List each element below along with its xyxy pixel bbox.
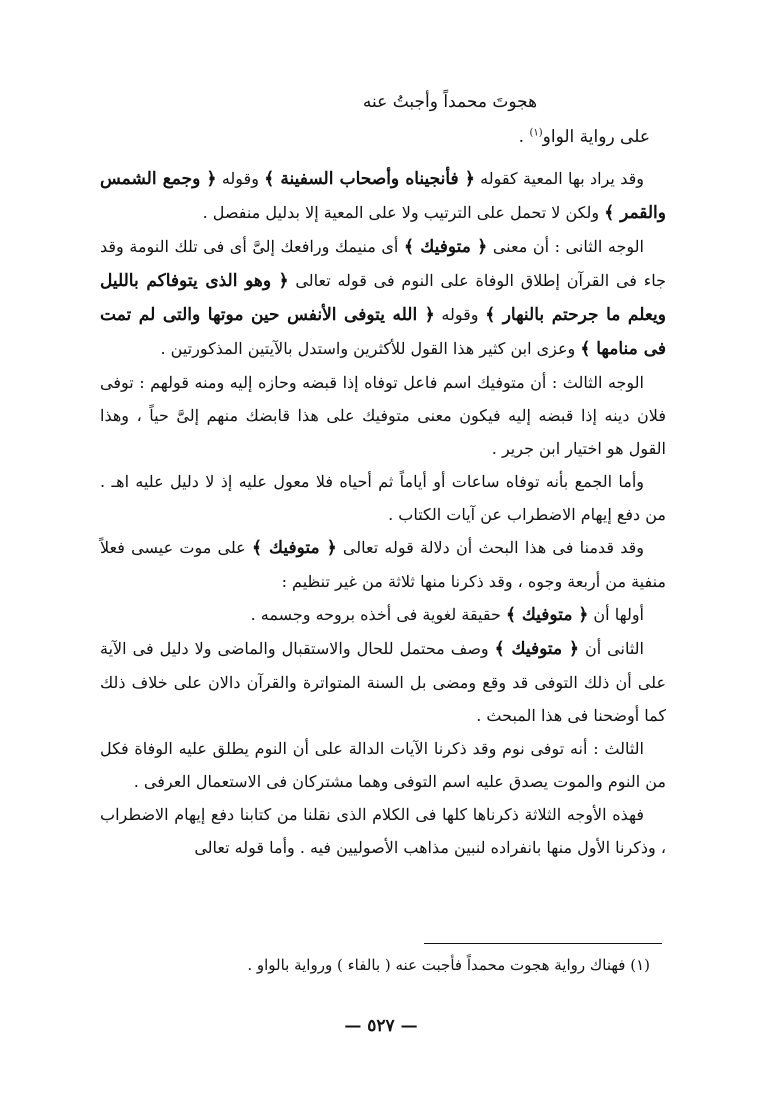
quran-quote: ﴿ متوفيك ﴾ bbox=[403, 237, 488, 257]
text-run: أولها أن bbox=[588, 605, 644, 624]
text-run: وعزى ابن كثير هذا القول للأكثرين واستدل بالآيتين المذكورتين . bbox=[160, 339, 581, 358]
paragraph-5 bbox=[100, 531, 666, 598]
text-run: أى منيمك ورافعك إلىَّ أى فى تلك النومة وقد جاء فى القرآن إطلاق الوفاة على النوم فى قوله تعالى bbox=[100, 237, 667, 290]
quran-quote: ﴿ متوفيك ﴾ bbox=[251, 538, 337, 558]
narration-text: على رواية الواو bbox=[542, 127, 650, 147]
text-run: الوجه الثانى : أن معنى bbox=[487, 237, 644, 256]
text-run: حقيقة لغوية فى أخذه بروحه وجسمه . bbox=[250, 605, 506, 624]
text-run: على موت عيسى فعلاً منفية من أربعة وجوه ، وقد ذكرنا منها ثلاثة من غير تنظيم : bbox=[100, 538, 666, 591]
paragraph-4: وأما الجمع بأنه توفاه ساعات أو أياماً ثم أحياه فلا معول عليه إذ لا دليل عليه اهـ . من دفع إيهام الاضطراب عن آيات الكتاب . bbox=[100, 472, 666, 524]
text-run: الثانى أن bbox=[578, 639, 644, 658]
text-run: وقوله bbox=[216, 169, 265, 188]
text-run: ولكن لا تحمل على الترتيب ولا على المعية إلا بدليل منفصل . bbox=[202, 203, 605, 222]
page-number: — ٥٢٧ — bbox=[344, 1016, 418, 1036]
footnote-ref[interactable]: (١) bbox=[529, 127, 543, 139]
quran-quote: ﴿ وجمع الشمس والقمر ﴾ bbox=[100, 169, 666, 223]
quran-quote: ﴿ فأنجيناه وأصحاب السفينة ﴾ bbox=[264, 169, 475, 189]
quran-quote: ﴿ متوفيك ﴾ bbox=[505, 605, 589, 625]
quran-quote: ﴿ متوفيك ﴾ bbox=[494, 639, 579, 659]
paragraph-7 bbox=[100, 632, 666, 732]
quran-quote: ﴿ وهو الذى يتوفاكم بالليل ويعلم ما جرحتم بالنهار ﴾ bbox=[100, 271, 666, 325]
paragraph-1 bbox=[100, 162, 666, 230]
text-run: وقد يراد بها المعية كقوله bbox=[474, 169, 644, 188]
footnote-divider bbox=[424, 943, 662, 944]
quran-quote: ﴿ الله يتوفى الأنفس حين موتها والتى لم تمت فى منامها ﴾ bbox=[100, 305, 666, 359]
main-text bbox=[100, 162, 666, 864]
paragraph-2 bbox=[100, 230, 666, 366]
paragraph-9: فهذه الأوجه الثلاثة ذكرناها كلها فى الكلام الذى نقلنا من كتابنا دفع إيهام الاضطراب ، وذكرنا الأول منها بانفراده لنبين مذاهب الأصوليين فيه . وأما قوله تعالى bbox=[100, 805, 666, 857]
text-run: وقد قدمنا فى هذا البحث أن دلالة قوله تعالى bbox=[336, 538, 644, 557]
poetry-verse: هجوتَ محمداً وأجبتُ عنه bbox=[362, 92, 538, 112]
paragraph-8: الثالث : أنه توفى نوم وقد ذكرنا الآيات الدالة على أن النوم يطلق عليه الوفاة فكل من النوم والموت يصدق عليه اسم التوفى وهما مشتركان فى الاستعمال العرفى . bbox=[100, 739, 666, 791]
narration-note bbox=[519, 127, 650, 147]
paragraph-6 bbox=[100, 598, 666, 632]
footnote: (١) فهناك رواية هجوت محمداً فأجبت عنه ( بالفاء ) ورواية بالواو . bbox=[247, 956, 650, 974]
narration-end: . bbox=[518, 127, 530, 147]
text-run: وقوله bbox=[434, 305, 486, 324]
paragraph-3: الوجه الثالث : أن متوفيك اسم فاعل توفاه إذا قبضه وحازه إليه ومنه قولهم : توفى فلان دينه إذا قبضه إليه فيكون معنى متوفيك على هذا قابضك منهم إلىَّ حياً ، وهذا القول هو اختيار ابن جرير . bbox=[100, 373, 666, 458]
text-run: وصف محتمل للحال والاستقبال والماضى ولا دليل فى الآية على أن ذلك التوفى قد وقع ومضى بل السنة المتواترة والقرآن دالان على خلاف ذلك كما أوضحنا فى هذا المبحث . bbox=[100, 639, 666, 725]
